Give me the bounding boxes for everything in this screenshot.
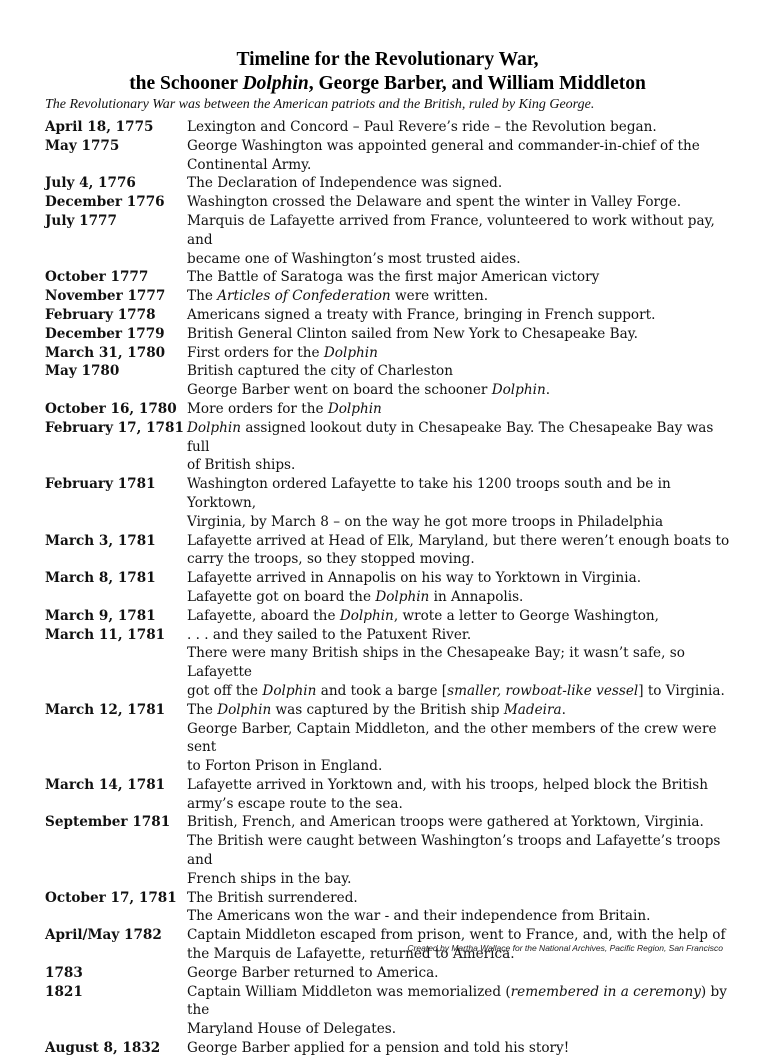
text-run: Marquis de Lafayette arrived from France, volunteered to work without pay, and (187, 212, 715, 248)
text-run: British, French, and American troops were gathered at Yorktown, Virginia. (187, 814, 704, 831)
description-line (187, 419, 730, 457)
text-run: assigned lookout duty in Chesapeake Bay. The Chesapeake Bay was full (187, 419, 714, 455)
timeline-entry (45, 701, 730, 776)
entry-description (187, 193, 730, 212)
timeline-entry (45, 1039, 730, 1058)
timeline-entry (45, 813, 730, 888)
entry-description (187, 1039, 730, 1058)
text-run: The (187, 701, 218, 718)
description-line (187, 569, 730, 588)
description-line (187, 1039, 730, 1058)
entry-date: February 1781 (45, 476, 156, 493)
entry-date: March 31, 1780 (45, 344, 166, 361)
timeline-entry (45, 889, 730, 927)
text-run: in Annapolis. (429, 588, 524, 605)
description-line (187, 532, 730, 551)
timeline-entry (45, 118, 730, 137)
timeline-entry (45, 776, 730, 814)
entry-date: May 1780 (45, 363, 120, 380)
entry-date: August 8, 1832 (45, 1040, 161, 1057)
text-run: George Barber, Captain Middleton, and the other members of the crew were sent (187, 720, 717, 756)
description-line (187, 588, 730, 607)
entry-description (187, 174, 730, 193)
description-line (187, 381, 730, 400)
entry-date: December 1779 (45, 325, 165, 342)
description-line (187, 287, 730, 306)
description-line (187, 889, 730, 908)
entry-description (187, 532, 730, 570)
entry-description (187, 344, 730, 363)
description-line (187, 513, 730, 532)
description-line (187, 174, 730, 193)
text-run: Lexington and Concord – Paul Revere’s ride – the Revolution began. (187, 119, 657, 135)
entry-description (187, 607, 730, 626)
text-run: ] to Virginia. (638, 682, 725, 699)
text-run: The (187, 288, 218, 305)
description-line (187, 268, 730, 287)
description-line (187, 870, 730, 889)
entry-description (187, 813, 730, 888)
title-line-2: the Schooner Dolphin, George Barber, and William Middleton (129, 73, 646, 94)
timeline-entry (45, 344, 730, 363)
timeline-entry (45, 193, 730, 212)
description-line (187, 964, 730, 983)
italic-text: Dolphin (375, 588, 430, 605)
text-run: and took a barge [ (316, 682, 448, 699)
timeline-entry (45, 419, 730, 475)
text-run: Lafayette, aboard the (187, 607, 340, 624)
description-line (187, 701, 730, 720)
timeline-entry (45, 983, 730, 1039)
text-run: was captured by the British ship (271, 701, 504, 718)
timeline-entry (45, 964, 730, 983)
text-run: First orders for the (187, 344, 324, 361)
text-run: George Barber applied for a pension and told his story! (187, 1040, 570, 1057)
entry-description (187, 362, 730, 400)
text-run: More orders for the (187, 400, 328, 417)
entry-description (187, 287, 730, 306)
entry-date: March 9, 1781 (45, 607, 156, 624)
description-line (187, 456, 730, 475)
text-run: Lafayette arrived in Annapolis on his way to Yorktown in Virginia. (187, 570, 642, 587)
entry-description (187, 137, 730, 175)
text-run: , wrote a letter to George Washington, (393, 607, 659, 624)
text-run: were written. (390, 288, 489, 305)
text-run: British captured the city of Charleston (187, 363, 453, 380)
title-line-1: Timeline for the Revolutionary War, (236, 49, 539, 70)
text-run: George Washington was appointed general and commander-in-chief of the (187, 137, 700, 154)
description-line (187, 156, 730, 175)
entry-description (187, 964, 730, 983)
italic-text: Dolphin (339, 607, 394, 624)
description-line (187, 757, 730, 776)
entry-date: 1783 (45, 964, 83, 981)
description-line (187, 795, 730, 814)
description-line (187, 682, 730, 701)
timeline-entry (45, 626, 730, 701)
entry-date: February 1778 (45, 306, 156, 323)
document-title (45, 48, 730, 96)
text-run: Americans signed a treaty with France, bringing in French support. (187, 306, 656, 323)
entry-date: November 1777 (45, 288, 166, 305)
entry-description (187, 626, 730, 701)
description-line (187, 306, 730, 325)
entry-date: September 1781 (45, 814, 171, 831)
description-line (187, 626, 730, 645)
entry-date: July 1777 (45, 212, 117, 229)
entry-date: March 12, 1781 (45, 701, 166, 718)
text-run: Captain Middleton escaped from prison, went to France, and, with the help of (187, 927, 726, 944)
timeline-entry (45, 306, 730, 325)
italic-text: Dolphin (187, 419, 241, 436)
text-run: George Barber went on board the schooner (187, 382, 492, 399)
text-run: The British surrendered. (187, 889, 358, 906)
entry-description (187, 475, 730, 531)
text-run: to Forton Prison in England. (187, 758, 383, 775)
description-line (187, 118, 730, 137)
text-run: Washington crossed the Delaware and spent the winter in Valley Forge. (187, 194, 682, 211)
description-line (187, 193, 730, 212)
entry-description (187, 776, 730, 814)
text-run: The Declaration of Independence was signed. (187, 175, 503, 192)
description-line (187, 907, 730, 926)
text-run: There were many British ships in the Chesapeake Bay; it wasn’t safe, so Lafayette (187, 645, 685, 681)
text-run: got off the (187, 682, 263, 699)
timeline-entry (45, 268, 730, 287)
description-line (187, 832, 730, 870)
entry-date: March 14, 1781 (45, 776, 166, 793)
description-line (187, 720, 730, 758)
entry-description (187, 400, 730, 419)
text-run: Maryland House of Delegates. (187, 1021, 397, 1038)
text-run: The British were caught between Washington’s troops and Lafayette’s troops and (187, 833, 721, 869)
italic-text: Dolphin (323, 344, 378, 361)
timeline-entry (45, 325, 730, 344)
entry-date: October 16, 1780 (45, 400, 177, 417)
description-line (187, 344, 730, 363)
timeline-list (45, 118, 730, 1058)
entry-date: April/May 1782 (45, 927, 162, 944)
text-run: Captain William Middleton was memorialized ( (187, 983, 511, 1000)
timeline-entry (45, 287, 730, 306)
entry-description (187, 889, 730, 927)
text-run: Virginia, by March 8 – on the way he got more troops in Philadelphia (187, 513, 664, 530)
timeline-entry (45, 569, 730, 607)
text-run: Lafayette got on board the (187, 588, 376, 605)
timeline-entry (45, 137, 730, 175)
italic-text: Articles of Confederation (217, 288, 391, 305)
timeline-entry (45, 212, 730, 268)
italic-text: Dolphin (262, 682, 317, 699)
description-line (187, 776, 730, 795)
description-line (187, 325, 730, 344)
italic-text: Dolphin (491, 382, 546, 399)
document-page (45, 48, 730, 1058)
text-run: of British ships. (187, 457, 296, 474)
timeline-entry (45, 475, 730, 531)
description-line (187, 1020, 730, 1039)
text-run: Continental Army. (187, 156, 312, 173)
entry-date: March 3, 1781 (45, 532, 156, 549)
entry-description (187, 419, 730, 475)
timeline-entry (45, 532, 730, 570)
document-subtitle: The Revolutionary War was between the American patriots and the British, ruled by King George. (45, 97, 595, 112)
description-line (187, 550, 730, 569)
description-line (187, 475, 730, 513)
text-run: . . . and they sailed to the Patuxent River. (187, 626, 472, 643)
text-run: carry the troops, so they stopped moving. (187, 551, 475, 568)
entry-date: March 8, 1781 (45, 570, 156, 587)
text-run: British General Clinton sailed from New York to Chesapeake Bay. (187, 325, 638, 342)
description-line (187, 983, 730, 1021)
entry-description (187, 983, 730, 1039)
entry-description (187, 118, 730, 137)
description-line (187, 250, 730, 269)
description-line (187, 212, 730, 250)
timeline-entry (45, 400, 730, 419)
entry-date: May 1775 (45, 137, 120, 154)
text-run: The Americans won the war - and their independence from Britain. (187, 908, 651, 925)
entry-date: 1821 (45, 983, 83, 1000)
entry-date: April 18, 1775 (45, 119, 154, 135)
text-run: The Battle of Saratoga was the first major American victory (187, 269, 600, 286)
entry-date: March 11, 1781 (45, 626, 166, 643)
description-line (187, 644, 730, 682)
description-line (187, 813, 730, 832)
entry-date: February 17, 1781 (45, 419, 184, 436)
text-run: George Barber returned to America. (187, 964, 439, 981)
text-run: Washington ordered Lafayette to take his 1200 troops south and be in Yorktown, (187, 476, 671, 511)
italic-text: smaller, rowboat-like vessel (447, 682, 639, 699)
entry-date: July 4, 1776 (45, 175, 136, 192)
text-run: . (545, 382, 551, 399)
entry-description (187, 325, 730, 344)
timeline-entry (45, 362, 730, 400)
text-run: . (561, 701, 566, 718)
text-run: Lafayette arrived in Yorktown and, with his troops, helped block the British (187, 776, 709, 793)
entry-description (187, 569, 730, 607)
description-line (187, 137, 730, 156)
entry-date: October 17, 1781 (45, 889, 177, 906)
description-line (187, 362, 730, 381)
description-line (187, 400, 730, 419)
description-line (187, 607, 730, 626)
text-run: Lafayette arrived at Head of Elk, Maryland, but there weren’t enough boats to (187, 532, 730, 549)
text-run: ) by the (187, 983, 727, 1019)
italic-text: remembered in a ceremony (510, 983, 701, 1000)
timeline-entry (45, 607, 730, 626)
entry-description (187, 701, 730, 776)
entry-description (187, 268, 730, 287)
entry-description (187, 306, 730, 325)
text-run: army’s escape route to the sea. (187, 795, 403, 812)
timeline-entry (45, 174, 730, 193)
text-run: French ships in the bay. (187, 870, 352, 887)
italic-text: Dolphin (217, 701, 272, 718)
entry-date: December 1776 (45, 194, 165, 211)
text-run: became one of Washington’s most trusted aides. (187, 250, 521, 267)
credit-line: Created by Martha Wallace for the National Archives, Pacific Region, San Francisco (407, 943, 723, 953)
entry-description (187, 212, 730, 268)
entry-date: October 1777 (45, 269, 149, 286)
italic-text: Madeira (503, 701, 562, 718)
italic-text: Dolphin (327, 400, 382, 417)
text-run: the Marquis de Lafayette, returned to America. (187, 946, 515, 963)
